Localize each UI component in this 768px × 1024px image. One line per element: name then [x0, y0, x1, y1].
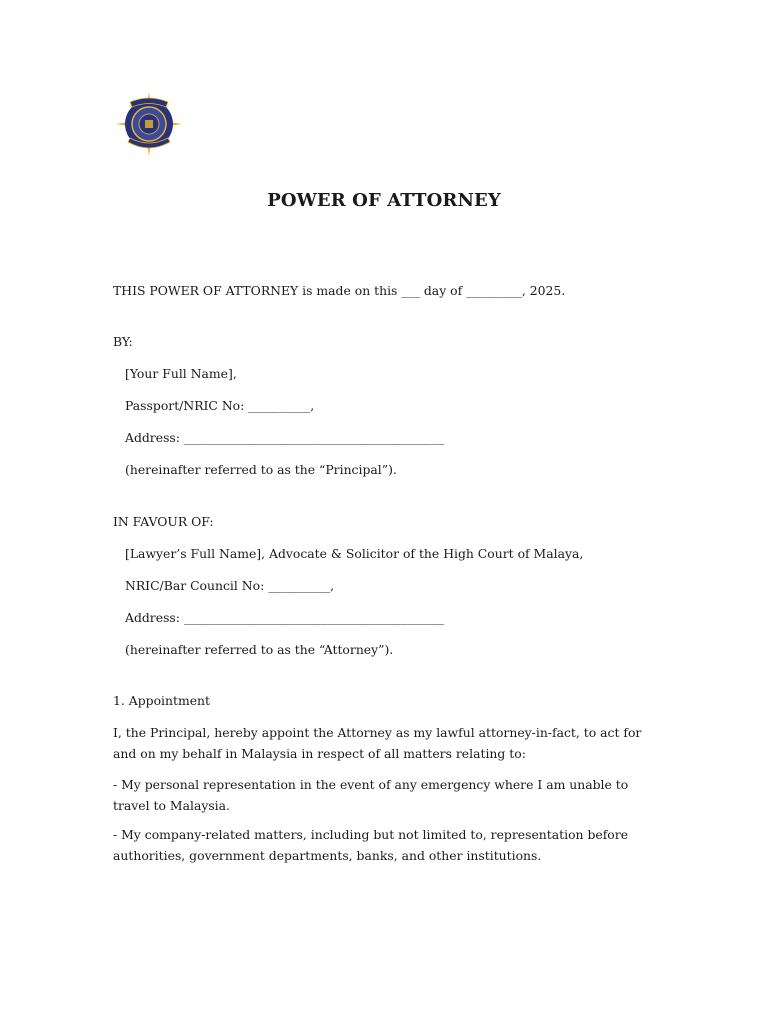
attorney-nric: NRIC/Bar Council No: __________, — [125, 578, 335, 593]
principal-referred: (hereinafter referred to as the “Principal”). — [125, 462, 397, 477]
attorney-address: Address: __________________________________________ — [125, 610, 445, 625]
appointment-paragraph: I, the Principal, hereby appoint the Attorney as my lawful attorney-in-fact, to act for and on my behalf in Malaysia in respect of all matters relating to: — [113, 725, 646, 761]
firm-crest-logo — [114, 92, 184, 156]
favour-heading: IN FAVOUR OF: — [113, 514, 214, 529]
appointment-bullet-personal: - My personal representation in the event of any emergency where I am unable to travel to Malaysia. — [113, 777, 633, 813]
attorney-name: [Lawyer’s Full Name], Advocate & Solicitor of the High Court of Malaya, — [125, 546, 584, 561]
principal-name: [Your Full Name], — [125, 366, 237, 381]
document-title: POWER OF ATTORNEY — [267, 190, 501, 211]
by-heading: BY: — [113, 334, 133, 349]
appointment-bullet-company: - My company-related matters, including but not limited to, representation before authorities, government departments, banks, and other institutions. — [113, 827, 632, 863]
principal-address: Address: __________________________________________ — [125, 430, 445, 445]
intro-paragraph: THIS POWER OF ATTORNEY is made on this ___ day of _________, 2025. — [113, 283, 566, 298]
section-heading-appointment: 1. Appointment — [113, 693, 210, 708]
attorney-referred: (hereinafter referred to as the “Attorney”). — [125, 642, 394, 657]
principal-passport: Passport/NRIC No: __________, — [125, 398, 315, 413]
